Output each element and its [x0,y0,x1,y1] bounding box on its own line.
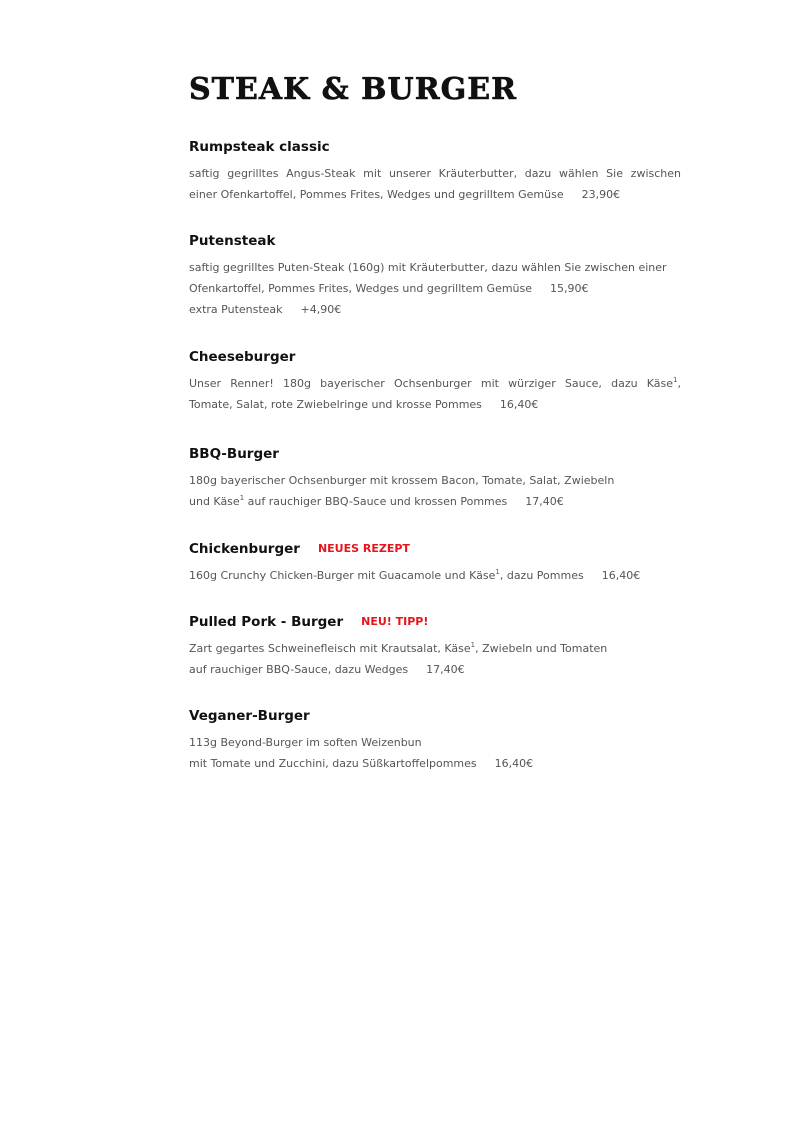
extra-price: +4,90€ [300,303,342,316]
description-line [189,659,681,680]
description-text: mit Tomate und Zucchini, dazu Süßkartoffelpommes [189,757,477,770]
item-name: BBQ-Burger [189,446,279,462]
description-text: auf rauchiger BBQ-Sauce und krossen Pommes [244,495,508,508]
item-description [189,257,681,320]
allergen-footnote: 1 [673,376,678,384]
description-text: Zart gegartes Schweinefleisch mit Krautsalat, Käse [189,642,471,655]
menu-item-putensteak [189,231,681,320]
item-description [189,163,681,205]
extra-label: extra Putensteak [189,303,283,316]
item-price: 15,90€ [550,282,589,295]
item-price: 16,40€ [601,569,641,582]
description-line [189,373,681,394]
item-name-row [189,612,681,632]
item-name: Chickenburger [189,541,300,557]
description-text: 160g Crunchy Chicken-Burger mit Guacamole und Käse [189,569,496,582]
allergen-footnote: 1 [495,568,500,576]
description-line: saftig gegrilltes Puten-Steak (160g) mit Kräuterbutter, dazu wählen Sie zwischen einer [189,261,667,274]
description-line [189,184,681,205]
description-text: , [677,377,681,390]
menu-item-chickenburger [189,539,681,586]
description-line [189,394,681,415]
item-price: 23,90€ [581,188,621,201]
description-text: einer Ofenkartoffel, Pommes Frites, Wedges und gegrilltem Gemüse [189,188,564,201]
item-name-row [189,539,681,559]
description-text: , dazu Pommes [499,569,584,582]
allergen-footnote: 1 [470,641,476,649]
new-recipe-badge: NEUES REZEPT [317,542,410,555]
item-price: 17,40€ [426,663,465,676]
item-price: 17,40€ [525,495,564,508]
description-text: Ofenkartoffel, Pommes Frites, Wedges und gegrilltem Gemüse [189,282,533,295]
description-text: und Käse [189,495,240,508]
item-description [189,373,681,415]
item-description [189,732,681,774]
menu-item-bbq-burger [189,444,681,512]
page-title: STEAK & BURGER [189,72,518,107]
item-name: Putensteak [189,233,276,249]
description-line [189,491,681,512]
description-text: Unser Renner! 180g bayerischer Ochsenburger mit würziger Sauce, dazu Käse [189,377,674,390]
allergen-footnote: 1 [239,494,245,502]
extra-option [189,299,681,320]
item-description [189,470,681,512]
description-line [189,753,681,774]
description-text: auf rauchiger BBQ-Sauce, dazu Wedges [189,663,409,676]
item-price: 16,40€ [499,398,539,411]
menu-item-veganer-burger [189,706,681,774]
description-line: 180g bayerischer Ochsenburger mit krossem Bacon, Tomate, Salat, Zwiebeln [189,474,615,487]
description-text: Tomate, Salat, rote Zwiebelringe und krosse Pommes [189,398,482,411]
item-name: Veganer-Burger [189,708,310,724]
menu-item-pulled-pork-burger [189,612,681,680]
description-line [189,565,681,586]
tip-badge: NEU! TIPP! [361,615,429,628]
item-description [189,565,681,586]
description-line: saftig gegrilltes Angus-Steak mit unserer Kräuterbutter, dazu wählen Sie zwischen [189,167,681,180]
description-line [189,278,681,299]
item-price: 16,40€ [494,757,534,770]
item-name: Rumpsteak classic [189,139,330,155]
menu-item-rumpsteak [189,137,681,205]
item-name: Cheeseburger [189,349,296,365]
description-line: 113g Beyond-Burger im soften Weizenbun [189,736,422,749]
item-name: Pulled Pork - Burger [189,614,344,630]
description-line [189,638,681,659]
menu-item-cheeseburger [189,347,681,415]
description-text: , Zwiebeln und Tomaten [475,642,608,655]
item-description [189,638,681,680]
